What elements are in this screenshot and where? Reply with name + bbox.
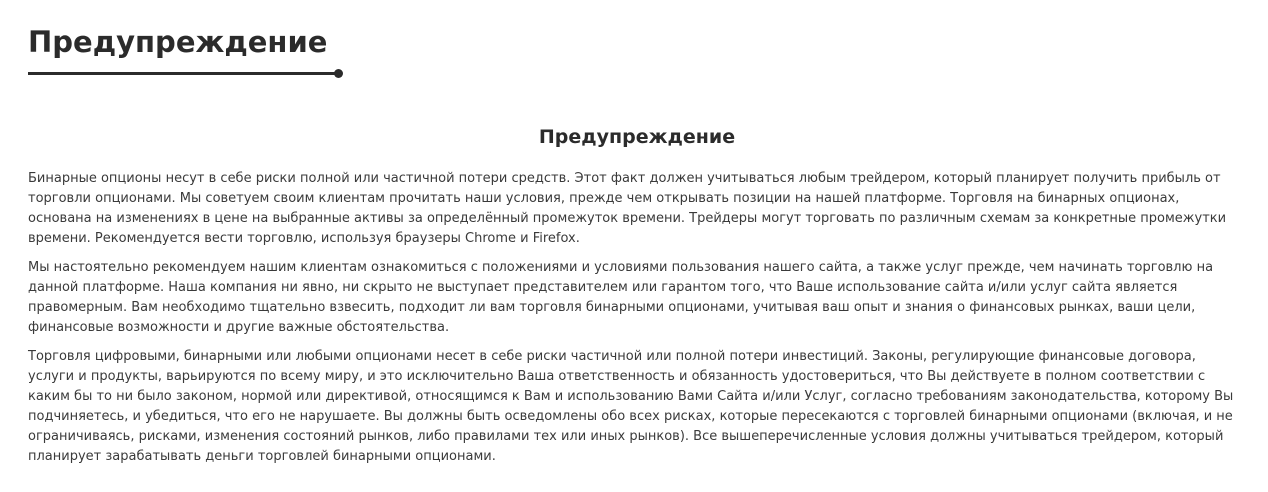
warning-paragraph-3: Торговля цифровыми, бинарными или любыми опционами несет в себе риски частичной или полной потери инвестиций. Законы, регулирующие финансовые договора, услуги и продукты, варьируются по всему миру, и это исключительно Ваша ответственность и обязанность удостовериться, что Вы действуете в полном соответствии с каким бы то ни было законом, нормой или директивой, относящимся к Вам и использованию Вами Сайта и/или Услуг, согласно требованиям законодательства, которому Вы подчиняетесь, и убедиться, что его не нарушаете. Вы должны быть осведомлены обо всех рисках, которые пересекаются с торговлей бинарными опционами (включая, и не ограничиваясь, рисками, изменения состояний рынков, либо правилами тех или иных рынков). Все вышеперечисленные условия должны учитываться трейдером, который планирует зарабатывать деньги торговлей бинарными опционами. xyxy=(28,349,1234,464)
title-underline-dot xyxy=(334,69,343,78)
page-title: Предупреждение xyxy=(28,25,328,59)
section-heading: Предупреждение xyxy=(538,126,736,148)
title-underline xyxy=(28,72,340,75)
warning-paragraph-2: Мы настоятельно рекомендуем нашим клиентам ознакомиться с положениями и условиями пользования нашего сайта, а также услуг прежде, чем начинать торговлю на данной платформе. Наша компания ни явно, ни скрыто не выступает представителем или гарантом того, что Ваше использование сайта и/или услуг сайта является правомерным. Вам необходимо тщательно взвесить, подходит ли вам торговля бинарными опционами, учитывая ваш опыт и знания о финансовых рынках, ваши цели, финансовые возможности и другие важные обстоятельства. xyxy=(28,260,1214,335)
warning-content xyxy=(28,122,1246,476)
page-header xyxy=(28,22,348,75)
warning-paragraph-1: Бинарные опционы несут в себе риски полной или частичной потери средств. Этот факт должен учитываться любым трейдером, который планирует получить прибыль от торговли опционами. Мы советуем своим клиентам прочитать наши условия, прежде чем открывать позиции на нашей платформе. Торговля на бинарных опционах, основана на изменениях в цене на выбранные активы за определённый промежуток времени. Трейдеры могут торговать по различным схемам за конкретные промежутки времени. Рекомендуется вести торговлю, используя браузеры Chrome и Firefox. xyxy=(28,171,1227,246)
